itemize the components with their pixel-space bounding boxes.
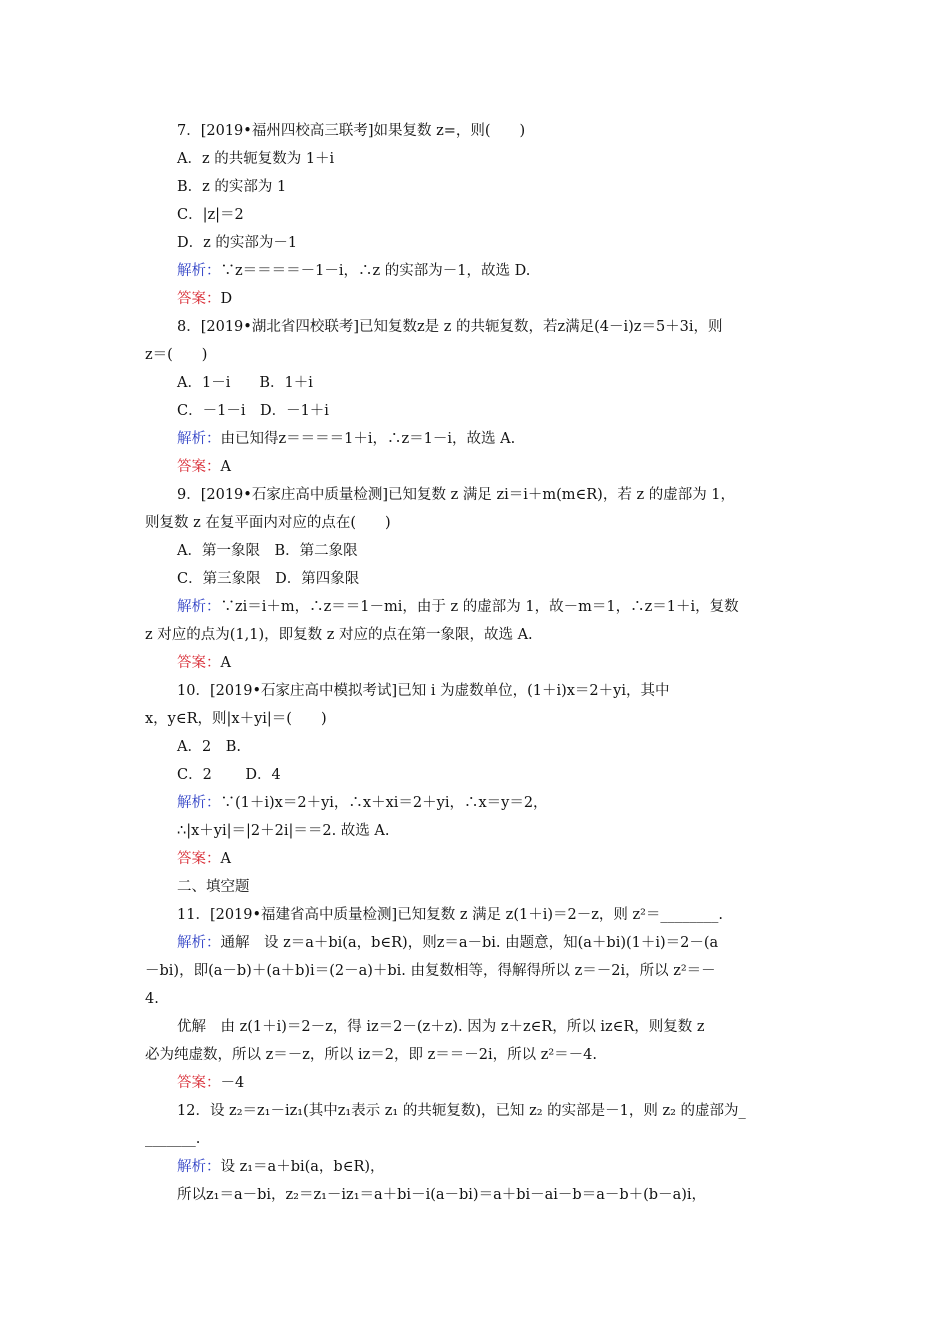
q11-analysis-cont: －bi)，即(a－b)＋(a＋b)i＝(2－a)＋bi. 由复数相等，得解得所以 z＝－2i，所以 z²＝－	[145, 963, 716, 979]
q8-options-cd: C．－1－i D．－1＋i	[177, 403, 329, 419]
q12-stem: 12．设 z₂＝z₁－iz₁(其中z₁表示 z₁ 的共轭复数)，已知 z₂ 的实部是－1，则 z₂ 的虚部为_	[177, 1103, 746, 1119]
q7-option-d: D．z 的实部为－1	[177, 235, 298, 251]
q11-analysis-cont2: 4.	[145, 991, 159, 1007]
q9-answer: 答案：A	[177, 655, 231, 671]
q11-alt-solution: 优解 由 z(1＋i)＝2－z，得 iz＝2－(z＋z). 因为 z＋z∈R，所以 iz∈R，则复数 z	[177, 1019, 705, 1035]
q7-option-b: B．z 的实部为 1	[177, 179, 287, 195]
q11-stem: 11．[2019•福建省高中质量检测]已知复数 z 满足 z(1＋i)＝2－z，则 z²＝________.	[177, 907, 724, 923]
q9-analysis-cont: z 对应的点为(1,1)，即复数 z 对应的点在第一象限，故选 A.	[145, 627, 533, 643]
q12-analysis-cont: 所以z₁＝a－bi，z₂＝z₁－iz₁＝a＋bi－i(a－bi)＝a＋bi－ai－b＝a－b＋(b－a)i，	[177, 1187, 707, 1203]
q7-stem: 7．[2019•福州四校高三联考]如果复数 z=，则( )	[177, 123, 526, 139]
q7-option-c: C．|z|＝2	[177, 207, 244, 223]
q7-analysis: 解析：∵z＝＝＝＝－1－i，∴z 的实部为－1，故选 D.	[177, 263, 531, 279]
q8-answer: 答案：A	[177, 459, 231, 475]
q10-answer: 答案：A	[177, 851, 231, 867]
section-heading: 二、填空题	[177, 879, 250, 895]
q9-stem: 9．[2019•石家庄高中质量检测]已知复数 z 满足 zi＝i＋m(m∈R)，若 z 的虚部为 1，	[177, 487, 736, 503]
q11-analysis: 解析：通解 设 z＝a＋bi(a，b∈R)，则z＝a－bi. 由题意，知(a＋bi)(1＋i)＝2－(a	[177, 935, 719, 951]
q10-stem: 10．[2019•石家庄高中模拟考试]已知 i 为虚数单位，(1＋i)x＝2＋yi，其中	[177, 683, 670, 699]
q8-analysis: 解析：由已知得z＝＝＝＝1＋i，∴z＝1－i，故选 A.	[177, 431, 516, 447]
q7-answer: 答案：D	[177, 291, 233, 307]
q10-options-cd: C．2 D．4	[177, 767, 281, 783]
q7-option-a: A．z 的共轭复数为 1＋i	[177, 151, 335, 167]
q11-alt-solution-cont: 必为纯虚数，所以 z＝－z，所以 iz＝2，即 z＝＝－2i，所以 z²＝－4.	[145, 1047, 598, 1063]
q12-stem-cont: _______.	[145, 1131, 201, 1147]
q8-stem-cont: z＝( )	[145, 347, 208, 363]
q12-analysis: 解析：设 z₁＝a＋bi(a，b∈R)，	[177, 1159, 385, 1175]
q9-options-cd: C．第三象限 D．第四象限	[177, 571, 360, 587]
q10-options-ab: A．2 B.	[177, 739, 241, 755]
q11-answer: 答案：－4	[177, 1075, 245, 1091]
q8-stem: 8．[2019•湖北省四校联考]已知复数z是 z 的共轭复数，若z满足(4－i)z＝5＋3i，则	[177, 319, 723, 335]
q10-analysis-cont: ∴|x＋yi|＝|2＋2i|＝＝2. 故选 A.	[177, 823, 390, 839]
q10-analysis: 解析：∵(1＋i)x＝2＋yi，∴x＋xi＝2＋yi，∴x＝y＝2，	[177, 795, 548, 811]
q8-options-ab: A．1－i B．1＋i	[177, 375, 313, 391]
q9-stem-cont: 则复数 z 在复平面内对应的点在( )	[145, 515, 391, 531]
q9-analysis: 解析：∵zi＝i＋m，∴z＝＝1－mi，由于 z 的虚部为 1，故－m＝1，∴z＝1＋i，复数	[177, 599, 739, 615]
q9-options-ab: A．第一象限 B．第二象限	[177, 543, 358, 559]
q10-stem-cont: x，y∈R，则|x＋yi|＝( )	[145, 711, 327, 727]
